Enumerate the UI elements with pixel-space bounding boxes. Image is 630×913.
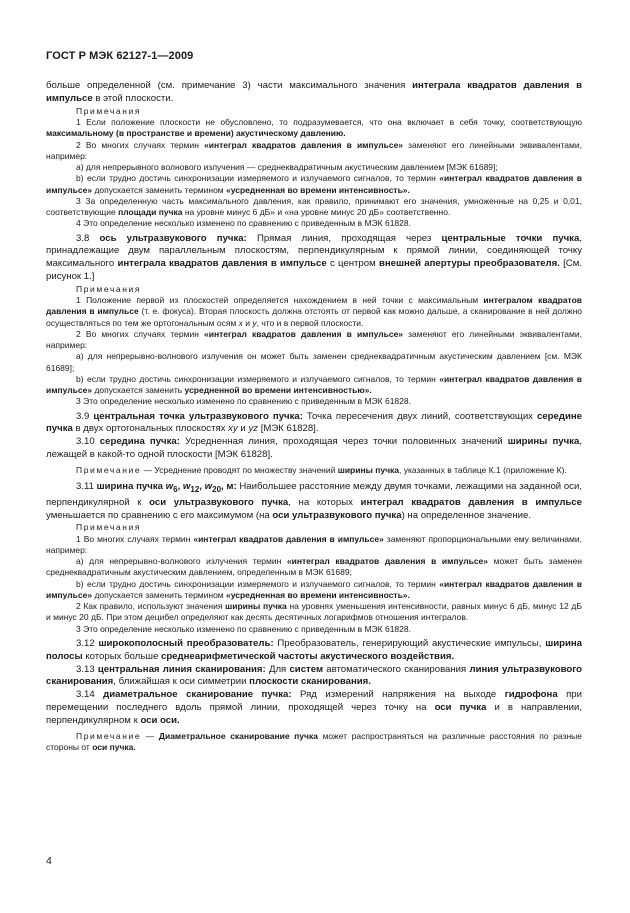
note-paragraph: 1 Если положение плоскости не обусловлено, то подразумевается, что она включает в себя точку, соответствующую максимальному (в пространстве и времени) акустическому давлению. bbox=[46, 117, 582, 139]
note-paragraph: 3 За определенную часть максимального давления, как правило, принимают его значения, умноженные на 0,25 и 0,01, соответствующие площади пучка на уровне минус 6 дБ» и «на уровне минус 20 дБ» соответственно. bbox=[46, 195, 582, 217]
note-paragraph: 3 Это определение несколько изменено по сравнению с приведенным в МЭК 61828. bbox=[76, 623, 411, 634]
page-number: 4 bbox=[46, 855, 52, 867]
note-paragraph: a) для непрерывно-волнового излучения он может быть заменен среднеквадратичным акустическим давлением [см. МЭК 61689]; bbox=[46, 351, 582, 373]
document-body bbox=[46, 80, 582, 753]
body-paragraph: больше определенной (см. примечание 3) части максимального значения интеграла квадратов давления в импульсе в этой плоскости. bbox=[46, 80, 582, 104]
note-paragraph: b) если трудно достичь синхронизации измеряемого и излучаемого сигналов, то термин «интеграл квадратов давления в импульсе» допускается заменить усредненной во времени интенсивностью». bbox=[46, 373, 582, 396]
body-paragraph: 3.10 середина пучка: Усредненная линия, проходящая через точки половинных значений ширины пучка, лежащей в какой-то одной плоскости [МЭК 61828]. bbox=[46, 436, 582, 460]
note-paragraph: а) для непрерывно-волнового излучения термин «интеграл квадратов давления в импульсе» может быть заменен среднеквадратичным акустическим давлением, определенным в МЭК 61689; bbox=[46, 556, 582, 578]
note-paragraph: a) для непрерывного волнового излучения — среднеквадратичным акустическим давлением [МЭК 61689]; bbox=[76, 162, 498, 172]
note-paragraph: 2 Во многих случаях термин «интеграл квадратов давления в импульсе» заменяют его линейными эквивалентами, например: bbox=[46, 139, 582, 161]
note-paragraph: 2 Во многих случаях термин «интеграл квадратов давления в импульсе» заменяют его линейными эквивалентами, например: bbox=[46, 328, 582, 351]
note-paragraph: 1 Положение первой из плоскостей определяется нахождением в ней точки с максимальным интегралом квадратов давления в импульсе (т. е. фокуса). Вторая плоскость должна отстоять от первой как можно дальше, а сканирование в ней должно осуществляться по тем же ортогональным осям x и y, что и в первой плоскости. bbox=[46, 295, 583, 328]
body-paragraph: 3.9 центральная точка ультразвукового пучка: Точка пересечения двух линий, соответствующих середине пучка в двух ортогональных плоскостях xy и yz [МЭК 61828]. bbox=[46, 410, 582, 435]
note-paragraph: Примечание — Диаметральное сканирование пучка может распространяться на различные расстояния по разные стороны от оси пучка. bbox=[46, 730, 583, 752]
document-header: ГОСТ Р МЭК 62127-1—2009 bbox=[46, 50, 194, 62]
body-paragraph: 3.14 диаметральное сканирование пучка: Ряд измерений напряжения на выходе гидрофона при перемещении последнего вдоль прямой линии, проходящей через точку на оси пучка и в направлении, перпендикулярном к оси оси. bbox=[46, 689, 583, 726]
note-paragraph: 2 Как правило, используют значения ширины пучка на уровнях уменьшения интенсивности, равных минус 6 дБ, минус 12 дБ и минус 20 дБ. При этом децибел определяют как десять десятичных логарифмов отношения интегралов. bbox=[46, 601, 582, 623]
notes-heading: Примечания bbox=[76, 283, 142, 294]
body-paragraph: 3.8 ось ультразвукового пучка: Прямая линия, проходящая через центральные точки пучка, принадлежащие двум параллельным плоскостям, перпендикулярным к прямой линии, соединяющей точку максимального интеграла квадратов давления в импульсе с центром внешней апертуры преобразователя. [См. рисунок 1.] bbox=[46, 232, 583, 282]
body-paragraph: 3.12 широкополосный преобразователь: Преобразователь, генерирующий акустические импульсы, ширина полосы которых больше среднеарифметической частоты акустического воздействия. bbox=[46, 637, 583, 662]
note-paragraph: 1 Во многих случаях термин «интеграл квадратов давления в импульсе» заменяют пропорциональными ему величинами, например: bbox=[46, 533, 582, 555]
body-paragraph: 3.13 центральная линия сканирования: Для систем автоматического сканирования линия ультразвукового сканирования, ближайшая к оси симметрии плоскости сканирования. bbox=[46, 663, 582, 688]
notes-heading: Примечания bbox=[76, 105, 142, 116]
body-paragraph: 3.11 ширина пучка $w_6$, $w_{12}$, $w_{20}$, м: Наибольшее расстояние между двумя точками, лежащими на заданной оси, перпендикулярной к оси ультразвукового пучка, на которых интеграл квадратов давления в импульсе уменьшается по сравнению с его максимумом (на оси ультразвукового пучка) на определенное значение. bbox=[46, 481, 582, 521]
notes-heading: Примечания bbox=[76, 522, 142, 533]
note-paragraph: Примечание — Усреднение проводят по множеству значений ширины пучка, указанных в таблице К.1 (приложение К). bbox=[76, 464, 567, 475]
note-paragraph: 4 Это определение несколько изменено по сравнению с приведенным в МЭК 61828. bbox=[76, 218, 411, 229]
note-paragraph: 3 Это определение несколько изменено по сравнению с приведенным в МЭК 61828. bbox=[76, 396, 411, 407]
note-paragraph: b) если трудно достичь синхронизации измеряемого и излучаемого сигналов, то термин «интеграл квадратов давления в импульсе» допускается заменить термином «усредненная во времени интенсивность». bbox=[46, 173, 582, 195]
note-paragraph: b) если трудно достичь синхронизации измеряемого и излучаемого сигналов, то термин «интеграл квадратов давления в импульсе» допускается заменить термином «усредненная во времени интенсивность». bbox=[46, 578, 582, 600]
